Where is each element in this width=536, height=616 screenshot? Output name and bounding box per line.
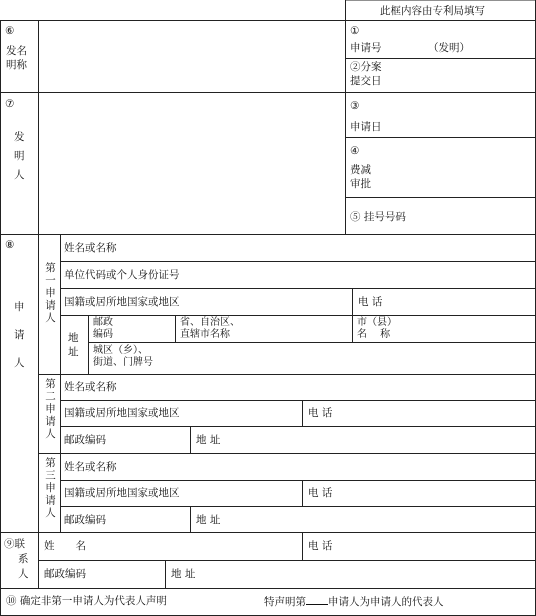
unit-code-label: 单位代码或个人身份证号 xyxy=(64,269,180,281)
first-applicant-label: 第一申请人 xyxy=(44,262,56,325)
third-applicant-label: 第三申请人 xyxy=(44,457,56,520)
contact-postal-label: 邮政编码 xyxy=(44,568,86,580)
fee-marker: ④ xyxy=(350,145,360,157)
address-side-label: 地 址 xyxy=(68,332,79,358)
office-fill-note: 此框内容由专利局填写 xyxy=(380,5,485,17)
app-type-label: （发明） xyxy=(428,42,470,54)
contact-number-label: ⑨联 xyxy=(4,538,25,550)
province-label: 省、自治区、 直辖市名称 xyxy=(180,317,240,340)
s7-number: ⑦ xyxy=(5,98,15,110)
first-country-label: 国籍或居所地国家或地区 xyxy=(64,296,180,308)
contact-label: 系 人 xyxy=(18,553,29,580)
third-country-label: 国籍或居所地国家或地区 xyxy=(64,487,180,499)
city-label: 市（县） 名 称 xyxy=(357,317,397,340)
inventor-label: 发 明 人 xyxy=(14,131,25,181)
applicant-label: 申 请 人 xyxy=(14,301,25,369)
contact-name-label: 姓 名 xyxy=(44,540,86,552)
applicant-number-blank[interactable] xyxy=(306,594,328,605)
declaration-prefix: 特声明第 xyxy=(264,596,306,608)
second-name-label: 姓名或名称 xyxy=(64,381,117,393)
third-name-label: 姓名或名称 xyxy=(64,461,117,473)
second-country-label: 国籍或居所地国家或地区 xyxy=(64,407,180,419)
inventor-field[interactable] xyxy=(40,94,343,233)
contact-phone-label: 电 话 xyxy=(308,540,333,552)
app-date-label: 申请日 xyxy=(350,121,382,133)
district-label: 城区（乡）、 街道、门牌号 xyxy=(93,345,153,368)
invention-title-field[interactable] xyxy=(40,22,343,90)
division-date-label: ②分案 提交日 xyxy=(350,61,382,87)
s6-number: ⑥ xyxy=(5,25,15,37)
fee-reduction-label: 费减 审批 xyxy=(350,164,371,190)
declaration-suffix: 申请人为申请人的代表人 xyxy=(328,596,444,608)
app-number-label: 申请号 xyxy=(350,42,382,54)
second-phone-label: 电 话 xyxy=(308,407,333,419)
third-phone-label: 电 话 xyxy=(308,487,333,499)
third-postal-label: 邮政编码 xyxy=(64,514,106,526)
first-postal-label: 邮政 编码 xyxy=(93,317,113,340)
second-address-label: 地 址 xyxy=(196,434,221,446)
s8-number: ⑧ xyxy=(5,239,15,251)
first-name-label: 姓名或名称 xyxy=(64,242,117,254)
registration-number-label: ⑤ 挂号号码 xyxy=(350,211,406,223)
first-phone-label: 电 话 xyxy=(358,296,383,308)
representative-declaration: ⑩ 确定非第一申请人为代表人声明 xyxy=(6,595,167,607)
invention-title-label: 发名 明称 xyxy=(6,45,27,71)
app-date-marker: ③ xyxy=(350,100,360,112)
second-postal-label: 邮政编码 xyxy=(64,434,106,446)
second-applicant-label: 第二申请人 xyxy=(44,378,56,441)
third-address-label: 地 址 xyxy=(196,514,221,526)
declaration-statement xyxy=(264,594,444,609)
contact-address-label: 地 址 xyxy=(171,568,196,580)
app-num-marker: ① xyxy=(350,25,360,37)
